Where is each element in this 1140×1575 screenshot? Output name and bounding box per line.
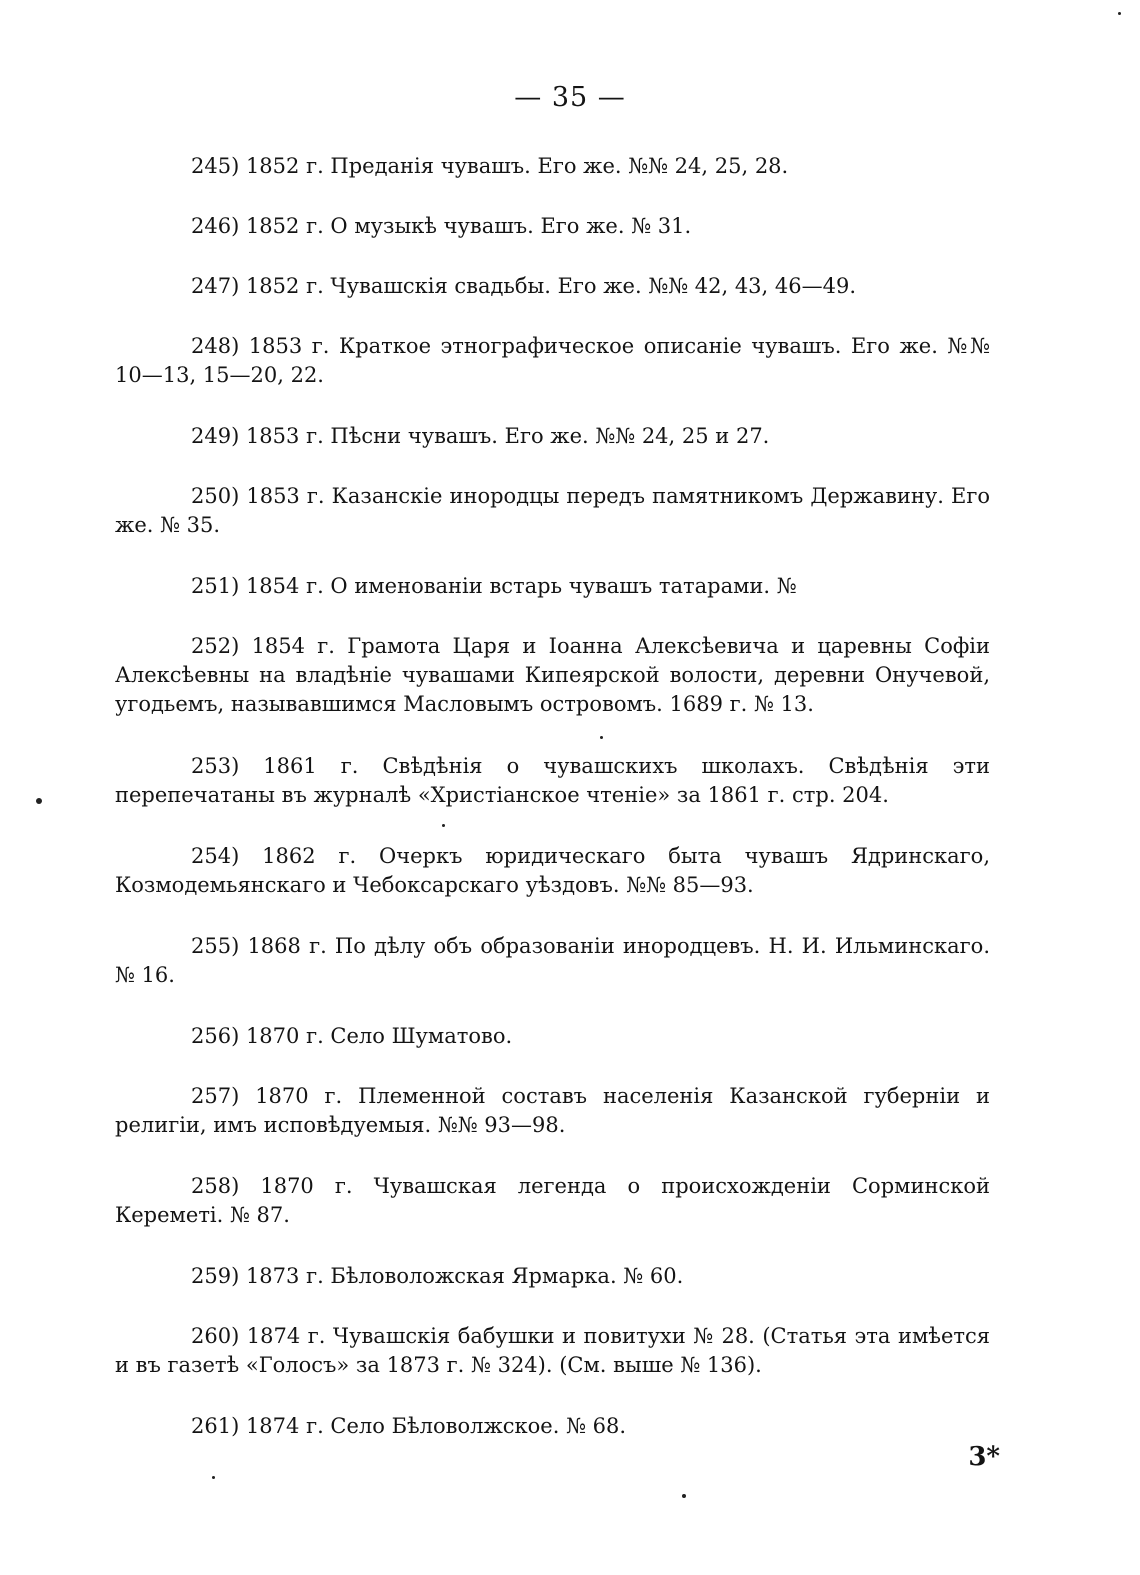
bibliography-entry-253: 253) 1861 г. Свѣдѣнія о чувашскихъ школахъ. Свѣдѣнія эти перепечатаны въ журналѣ «Христіанское чтеніе» за 1861 г. стр. 204.: [115, 754, 990, 807]
bibliography-entry-256: 256) 1870 г. Село Шуматово.: [191, 1024, 513, 1048]
bibliography-entry-252: 252) 1854 г. Грамота Царя и Іоанна Алексѣевича и царевны Софіи Алексѣевны на владѣніе чувашами Кипеярской волости, деревни Онучевой, угодьемъ, называвшимся Масловымъ островомъ. 1689 г. № 13.: [115, 634, 990, 716]
bibliography-entry-248: 248) 1853 г. Краткое этнографическое описаніе чувашъ. Его же. №№ 10—13, 15—20, 22.: [115, 334, 990, 387]
bibliography-entry-247: 247) 1852 г. Чувашскія свадьбы. Его же. №№ 42, 43, 46—49.: [191, 274, 857, 298]
page-number: — 35 —: [514, 82, 626, 113]
bibliography-entry-250: 250) 1853 г. Казанскіе инородцы передъ памятникомъ Державину. Его же. № 35.: [115, 484, 990, 537]
scan-speck: [600, 736, 603, 739]
scan-speck: [36, 798, 42, 804]
bibliography-entry-246: 246) 1852 г. О музыкѣ чувашъ. Его же. № 31.: [191, 214, 692, 238]
bibliography-entry-261: 261) 1874 г. Село Бѣловолжское. № 68.: [191, 1414, 627, 1438]
bibliography-entry-255: 255) 1868 г. По дѣлу объ образованіи инородцевъ. Н. И. Ильминскаго. № 16.: [115, 934, 990, 987]
bibliography-entry-259: 259) 1873 г. Бѣловоложская Ярмарка. № 60.: [191, 1264, 684, 1288]
bibliography-entry-257: 257) 1870 г. Племенной составъ населенія Казанской губерніи и религіи, имъ исповѣдуемыя. №№ 93—98.: [115, 1084, 990, 1137]
bibliography-entry-251: 251) 1854 г. О именованіи встарь чувашъ татарами. №: [191, 574, 797, 598]
bibliography-entry-254: 254) 1862 г. Очеркъ юридическаго быта чувашъ Ядринскаго, Козмодемьянскаго и Чебоксарскаго уѣздовъ. №№ 85—93.: [115, 844, 990, 897]
bibliography-entry-245: 245) 1852 г. Преданія чувашъ. Его же. №№ 24, 25, 28.: [191, 154, 789, 178]
scan-speck: [682, 1494, 686, 1498]
scan-speck: [1118, 12, 1121, 15]
bibliography-entry-249: 249) 1853 г. Пѣсни чувашъ. Его же. №№ 24, 25 и 27.: [191, 424, 770, 448]
bibliography-entry-260: 260) 1874 г. Чувашскія бабушки и повитухи № 28. (Статья эта имѣется и въ газетѣ «Голосъ» за 1873 г. № 324). (См. выше № 136).: [115, 1324, 990, 1377]
scan-speck: [212, 1476, 215, 1479]
bibliography-list: [115, 152, 990, 1472]
bibliography-entry-258: 258) 1870 г. Чувашская легенда о происхожденіи Сорминской Кереметі. № 87.: [115, 1174, 990, 1227]
scan-speck: [442, 824, 445, 827]
printer-signature-mark: 3*: [968, 1442, 1000, 1472]
